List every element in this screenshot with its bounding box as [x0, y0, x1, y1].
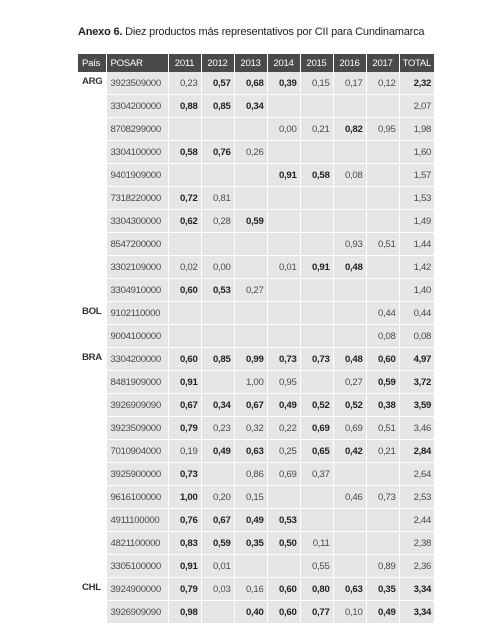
value-cell: 0,49	[267, 394, 300, 417]
value-cell: 0,44	[366, 302, 399, 325]
table-body	[78, 72, 435, 624]
posar-cell: 7318220000	[106, 187, 168, 210]
table-row	[78, 394, 435, 417]
value-cell: 0,00	[267, 118, 300, 141]
value-cell	[366, 532, 399, 555]
value-cell: 0,32	[234, 417, 267, 440]
value-cell: 0,79	[168, 417, 201, 440]
table-row	[78, 348, 435, 371]
value-cell: 0,35	[234, 532, 267, 555]
value-cell: 0,51	[366, 417, 399, 440]
value-cell: 0,59	[366, 371, 399, 394]
value-cell: 0,49	[366, 601, 399, 624]
value-cell	[168, 233, 201, 256]
value-cell: 0,59	[234, 210, 267, 233]
value-cell: 0,91	[168, 555, 201, 578]
value-cell: 0,69	[333, 417, 366, 440]
total-cell: 3,46	[399, 417, 435, 440]
value-cell	[366, 95, 399, 118]
value-cell	[168, 164, 201, 187]
table-row	[78, 210, 435, 233]
total-cell: 2,32	[399, 72, 435, 95]
value-cell	[366, 141, 399, 164]
value-cell: 0,50	[267, 532, 300, 555]
table-row	[78, 578, 435, 601]
value-cell: 0,91	[168, 371, 201, 394]
value-cell: 0,65	[300, 440, 333, 463]
value-cell	[234, 555, 267, 578]
posar-cell: 3304910000	[106, 279, 168, 302]
value-cell: 0,34	[234, 95, 267, 118]
total-cell: 1,40	[399, 279, 435, 302]
total-cell: 2,36	[399, 555, 435, 578]
value-cell	[234, 233, 267, 256]
value-cell: 0,91	[267, 164, 300, 187]
table-row	[78, 302, 435, 325]
value-cell: 0,08	[333, 164, 366, 187]
value-cell: 0,60	[267, 601, 300, 624]
value-cell	[168, 118, 201, 141]
value-cell: 0,88	[168, 95, 201, 118]
value-cell	[300, 210, 333, 233]
value-cell: 0,85	[201, 348, 234, 371]
value-cell: 0,73	[267, 348, 300, 371]
value-cell	[201, 463, 234, 486]
posar-cell: 7010904000	[106, 440, 168, 463]
value-cell: 0,79	[168, 578, 201, 601]
table-row	[78, 440, 435, 463]
country-cell: BOL	[78, 302, 106, 348]
value-cell: 0,53	[201, 279, 234, 302]
posar-cell: 3304200000	[106, 95, 168, 118]
value-cell	[267, 486, 300, 509]
total-cell: 2,53	[399, 486, 435, 509]
table-row	[78, 325, 435, 348]
value-cell	[300, 141, 333, 164]
value-cell	[267, 233, 300, 256]
value-cell: 0,03	[201, 578, 234, 601]
posar-cell: 3302109000	[106, 256, 168, 279]
header-2014: 2014	[267, 54, 300, 72]
value-cell	[267, 95, 300, 118]
value-cell: 0,27	[333, 371, 366, 394]
value-cell	[366, 279, 399, 302]
value-cell: 0,26	[234, 141, 267, 164]
value-cell: 0,39	[267, 72, 300, 95]
table-row	[78, 601, 435, 624]
value-cell: 0,49	[201, 440, 234, 463]
value-cell	[300, 486, 333, 509]
value-cell: 0,35	[366, 578, 399, 601]
value-cell: 0,69	[267, 463, 300, 486]
value-cell	[333, 532, 366, 555]
total-cell: 4,97	[399, 348, 435, 371]
value-cell: 0,83	[168, 532, 201, 555]
value-cell	[333, 279, 366, 302]
value-cell	[300, 509, 333, 532]
value-cell: 0,38	[366, 394, 399, 417]
posar-cell: 8547200000	[106, 233, 168, 256]
value-cell: 0,19	[168, 440, 201, 463]
value-cell: 0,48	[333, 348, 366, 371]
posar-cell: 9401909000	[106, 164, 168, 187]
value-cell: 0,15	[234, 486, 267, 509]
value-cell: 0,76	[201, 141, 234, 164]
value-cell: 0,10	[333, 601, 366, 624]
value-cell	[267, 141, 300, 164]
value-cell: 0,72	[168, 187, 201, 210]
value-cell: 0,37	[300, 463, 333, 486]
value-cell: 0,98	[168, 601, 201, 624]
value-cell	[201, 118, 234, 141]
products-table	[78, 54, 435, 624]
table-row	[78, 279, 435, 302]
value-cell: 0,42	[333, 440, 366, 463]
value-cell	[168, 302, 201, 325]
posar-cell: 3305100000	[106, 555, 168, 578]
value-cell: 0,21	[366, 440, 399, 463]
value-cell: 0,76	[168, 509, 201, 532]
value-cell	[267, 210, 300, 233]
posar-cell: 9102110000	[106, 302, 168, 325]
value-cell	[333, 95, 366, 118]
header-total: TOTAL	[399, 54, 435, 72]
table-row	[78, 164, 435, 187]
value-cell: 0,59	[201, 532, 234, 555]
value-cell: 0,67	[168, 394, 201, 417]
value-cell: 0,89	[366, 555, 399, 578]
value-cell: 0,95	[267, 371, 300, 394]
value-cell	[267, 279, 300, 302]
value-cell: 0,55	[300, 555, 333, 578]
posar-cell: 3304100000	[106, 141, 168, 164]
total-cell: 1,57	[399, 164, 435, 187]
value-cell	[300, 325, 333, 348]
value-cell	[366, 210, 399, 233]
table-row	[78, 72, 435, 95]
value-cell: 0,40	[234, 601, 267, 624]
value-cell: 0,63	[333, 578, 366, 601]
value-cell: 0,12	[366, 72, 399, 95]
table-header-row	[78, 54, 435, 72]
value-cell	[300, 95, 333, 118]
value-cell: 0,46	[333, 486, 366, 509]
value-cell: 0,51	[366, 233, 399, 256]
header-2016: 2016	[333, 54, 366, 72]
value-cell	[201, 233, 234, 256]
value-cell: 0,73	[300, 348, 333, 371]
value-cell: 0,73	[366, 486, 399, 509]
total-cell: 3,34	[399, 601, 435, 624]
value-cell	[201, 164, 234, 187]
value-cell: 0,15	[300, 72, 333, 95]
total-cell: 2,84	[399, 440, 435, 463]
value-cell: 0,49	[234, 509, 267, 532]
value-cell	[366, 256, 399, 279]
table-row	[78, 532, 435, 555]
total-cell: 3,59	[399, 394, 435, 417]
posar-cell: 3926909090	[106, 601, 168, 624]
header-2017: 2017	[366, 54, 399, 72]
value-cell: 0,68	[234, 72, 267, 95]
value-cell	[300, 302, 333, 325]
table-row	[78, 95, 435, 118]
posar-cell: 3926909090	[106, 394, 168, 417]
value-cell: 0,93	[333, 233, 366, 256]
value-cell	[333, 210, 366, 233]
country-cell: ARG	[78, 72, 106, 302]
value-cell: 0,53	[267, 509, 300, 532]
value-cell: 0,85	[201, 95, 234, 118]
value-cell	[333, 141, 366, 164]
value-cell	[333, 463, 366, 486]
total-cell: 0,44	[399, 302, 435, 325]
table-row	[78, 371, 435, 394]
value-cell	[267, 187, 300, 210]
posar-cell: 3925900000	[106, 463, 168, 486]
country-cell: BRA	[78, 348, 106, 578]
posar-cell: 8481909000	[106, 371, 168, 394]
value-cell	[333, 555, 366, 578]
table-row	[78, 118, 435, 141]
value-cell: 0,34	[201, 394, 234, 417]
posar-cell: 9616100000	[106, 486, 168, 509]
value-cell: 0,73	[168, 463, 201, 486]
value-cell: 0,63	[234, 440, 267, 463]
value-cell: 0,95	[366, 118, 399, 141]
header-2012: 2012	[201, 54, 234, 72]
value-cell	[201, 371, 234, 394]
posar-cell: 8708299000	[106, 118, 168, 141]
annex-title	[78, 26, 424, 38]
value-cell: 0,02	[168, 256, 201, 279]
header-2011: 2011	[168, 54, 201, 72]
value-cell: 0,67	[201, 509, 234, 532]
header-2015: 2015	[300, 54, 333, 72]
country-cell: CHL	[78, 578, 106, 624]
value-cell: 0,16	[234, 578, 267, 601]
value-cell	[201, 325, 234, 348]
total-cell: 2,07	[399, 95, 435, 118]
value-cell	[366, 509, 399, 532]
value-cell	[333, 325, 366, 348]
total-cell: 1,44	[399, 233, 435, 256]
header-posar: POSAR	[106, 54, 168, 72]
value-cell: 0,80	[300, 578, 333, 601]
value-cell: 0,60	[267, 578, 300, 601]
value-cell	[267, 555, 300, 578]
value-cell	[333, 302, 366, 325]
value-cell: 0,86	[234, 463, 267, 486]
value-cell: 0,60	[168, 348, 201, 371]
posar-cell: 4911100000	[106, 509, 168, 532]
value-cell: 0,81	[201, 187, 234, 210]
value-cell: 0,91	[300, 256, 333, 279]
value-cell: 1,00	[168, 486, 201, 509]
value-cell	[300, 279, 333, 302]
value-cell: 0,67	[234, 394, 267, 417]
table-row	[78, 256, 435, 279]
posar-cell: 3304300000	[106, 210, 168, 233]
value-cell: 0,21	[300, 118, 333, 141]
value-cell	[267, 325, 300, 348]
total-cell: 3,34	[399, 578, 435, 601]
posar-cell: 3923509000	[106, 72, 168, 95]
value-cell	[333, 187, 366, 210]
table-row	[78, 463, 435, 486]
table-row	[78, 187, 435, 210]
value-cell: 0,48	[333, 256, 366, 279]
total-cell: 3,72	[399, 371, 435, 394]
header-pais: País	[78, 54, 106, 72]
posar-cell: 9004100000	[106, 325, 168, 348]
value-cell: 0,60	[366, 348, 399, 371]
value-cell	[267, 302, 300, 325]
table-row	[78, 233, 435, 256]
annex-title-label: Anexo 6.	[78, 26, 123, 38]
value-cell	[234, 187, 267, 210]
posar-cell: 3304200000	[106, 348, 168, 371]
table-row	[78, 555, 435, 578]
annex-title-text: Diez productos más representativos por CII para Cundinamarca	[122, 26, 425, 38]
value-cell: 0,22	[267, 417, 300, 440]
value-cell: 0,01	[201, 555, 234, 578]
total-cell: 1,98	[399, 118, 435, 141]
value-cell: 0,11	[300, 532, 333, 555]
value-cell: 0,58	[168, 141, 201, 164]
value-cell: 0,58	[300, 164, 333, 187]
value-cell	[333, 509, 366, 532]
posar-cell: 3924900000	[106, 578, 168, 601]
total-cell: 1,49	[399, 210, 435, 233]
value-cell: 0,08	[366, 325, 399, 348]
value-cell: 0,23	[168, 72, 201, 95]
value-cell: 0,00	[201, 256, 234, 279]
value-cell	[234, 302, 267, 325]
value-cell	[168, 325, 201, 348]
table-row	[78, 509, 435, 532]
table-row	[78, 417, 435, 440]
value-cell: 0,17	[333, 72, 366, 95]
total-cell: 2,64	[399, 463, 435, 486]
value-cell: 0,52	[333, 394, 366, 417]
posar-cell: 3923509000	[106, 417, 168, 440]
value-cell: 0,69	[300, 417, 333, 440]
value-cell	[366, 164, 399, 187]
total-cell: 1,42	[399, 256, 435, 279]
posar-cell: 4821100000	[106, 532, 168, 555]
total-cell: 2,38	[399, 532, 435, 555]
value-cell	[300, 233, 333, 256]
value-cell: 0,82	[333, 118, 366, 141]
value-cell: 0,27	[234, 279, 267, 302]
value-cell: 0,62	[168, 210, 201, 233]
value-cell: 1,00	[234, 371, 267, 394]
header-2013: 2013	[234, 54, 267, 72]
value-cell	[366, 463, 399, 486]
value-cell	[300, 187, 333, 210]
value-cell	[234, 164, 267, 187]
value-cell	[201, 302, 234, 325]
table-row	[78, 141, 435, 164]
value-cell	[234, 325, 267, 348]
value-cell	[234, 256, 267, 279]
value-cell: 0,20	[201, 486, 234, 509]
value-cell: 0,23	[201, 417, 234, 440]
table-row	[78, 486, 435, 509]
total-cell: 1,53	[399, 187, 435, 210]
value-cell: 0,60	[168, 279, 201, 302]
value-cell	[366, 187, 399, 210]
value-cell	[234, 118, 267, 141]
value-cell: 0,52	[300, 394, 333, 417]
value-cell	[300, 371, 333, 394]
value-cell: 0,25	[267, 440, 300, 463]
total-cell: 1,60	[399, 141, 435, 164]
total-cell: 0,08	[399, 325, 435, 348]
value-cell: 0,57	[201, 72, 234, 95]
value-cell: 0,77	[300, 601, 333, 624]
value-cell: 0,99	[234, 348, 267, 371]
value-cell: 0,01	[267, 256, 300, 279]
value-cell: 0,28	[201, 210, 234, 233]
value-cell	[201, 601, 234, 624]
total-cell: 2,44	[399, 509, 435, 532]
